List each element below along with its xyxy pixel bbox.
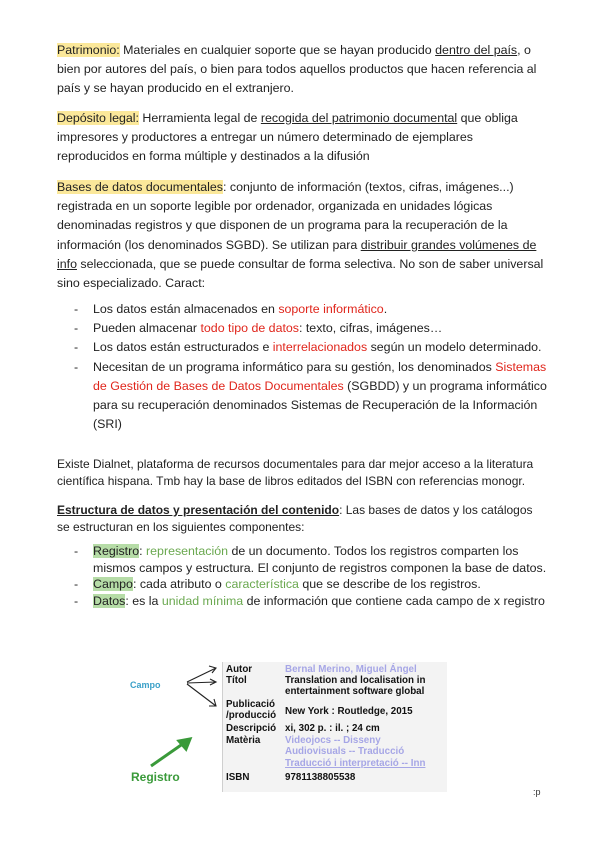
list-item: - Pueden almacenar todo tipo de datos: texto, cifras, imágenes… [57, 319, 547, 338]
registro-arrowhead [179, 739, 190, 749]
registro-label: Registro [131, 770, 180, 784]
term-patrimonio: Patrimonio: [57, 43, 120, 57]
subject-link[interactable]: Audiovisuals -- Traducció [285, 746, 405, 757]
campo-label: Campo [130, 680, 161, 690]
paragraph-patrimonio: Patrimonio: Materiales en cualquier soporte que se hayan producido dentro del país, o bien por autores del país, o bien para todos aquellos productos que hacen referencia al país y se hayan producido en el extranjero. [57, 43, 537, 96]
paragraph-dialnet: Existe Dialnet, plataforma de recursos documentales para dar mejor acceso a la literatura científica hispana. Tmb hay la base de libros editados del ISBN con referencias monogr. [57, 457, 534, 489]
paragraph-bases-de-datos: Bases de datos documentales: conjunto de información (textos, cifras, imágenes...) registrada en un soporte legible por ordenador, organizada en unidades lógicas denominadas registros y que disponen de un programa para la recuperación de la información (los denominados SGBD). Se utilizan para distribuir grandes volúmenes de info seleccionada, que se puede consultar de forma selectiva. No son de saber universal sino especializado. Caract: [57, 180, 544, 291]
catalog-record: Autor Bernal Merino, Miguel Ángel Títol Translation and localisation in entertainment software global Publicació /producció New York : Routledge, 2015 Descripció xi, 302 p. : il. ; 24 cm Matèria Videojocs -- Disseny Audiovisuals -- Traducció Traducció i interpretació -- Inn ISBN 9781138805538 [222, 662, 447, 792]
paragraph-estructura: Estructura de datos y presentación del contenido: Las bases de datos y los catálogos se estructuran en los siguientes componentes: [57, 503, 533, 535]
subject-link[interactable]: Videojocs -- Disseny [285, 735, 381, 746]
list-item: - Los datos están almacenados en soporte informático. [57, 300, 547, 319]
registro-arrow [151, 743, 184, 766]
campo-arrow-2 [187, 682, 216, 683]
subject-link[interactable]: Traducció i interpretació -- Inn [285, 758, 426, 769]
list-item: - Campo: cada atributo o característica que se describe de los registros. [57, 576, 547, 593]
record-figure [0, 650, 600, 810]
components-list [57, 543, 547, 609]
list-item: - Datos: es la unidad mínima de información que contiene cada campo de x registro [57, 593, 547, 610]
characteristics-list [57, 300, 547, 434]
paragraph-deposito-legal: Depósito legal: Herramienta legal de recogida del patrimonio documental que obliga impresores y productores a entregar un número determinado de ejemplares reproducidos en forma múltiple y destinados a la difusión [57, 111, 518, 164]
term-deposito-legal: Depósito legal: [57, 111, 139, 125]
footer-note: :p [533, 787, 541, 797]
term-bases-de-datos: Bases de datos documentales [57, 180, 224, 194]
list-item: - Registro: representación de un documento. Todos los registros comparten los mismos campos y estructura. El conjunto de registros componen la base de datos. [57, 543, 547, 576]
author-link[interactable]: Bernal Merino, Miguel Ángel [285, 664, 417, 675]
list-item: - Necesitan de un programa informático para su gestión, los denominados Sistemas de Gestión de Bases de Datos Documentales (SGBDD) y un programa informático para su recuperación denominados Sistemas de Recuperación de la Información (SRI) [57, 358, 547, 435]
campo-arrow-3 [187, 684, 216, 706]
term-estructura: Estructura de datos y presentación del contenido [57, 503, 340, 517]
list-item: - Los datos están estructurados e interrelacionados según un modelo determinado. [57, 338, 547, 357]
